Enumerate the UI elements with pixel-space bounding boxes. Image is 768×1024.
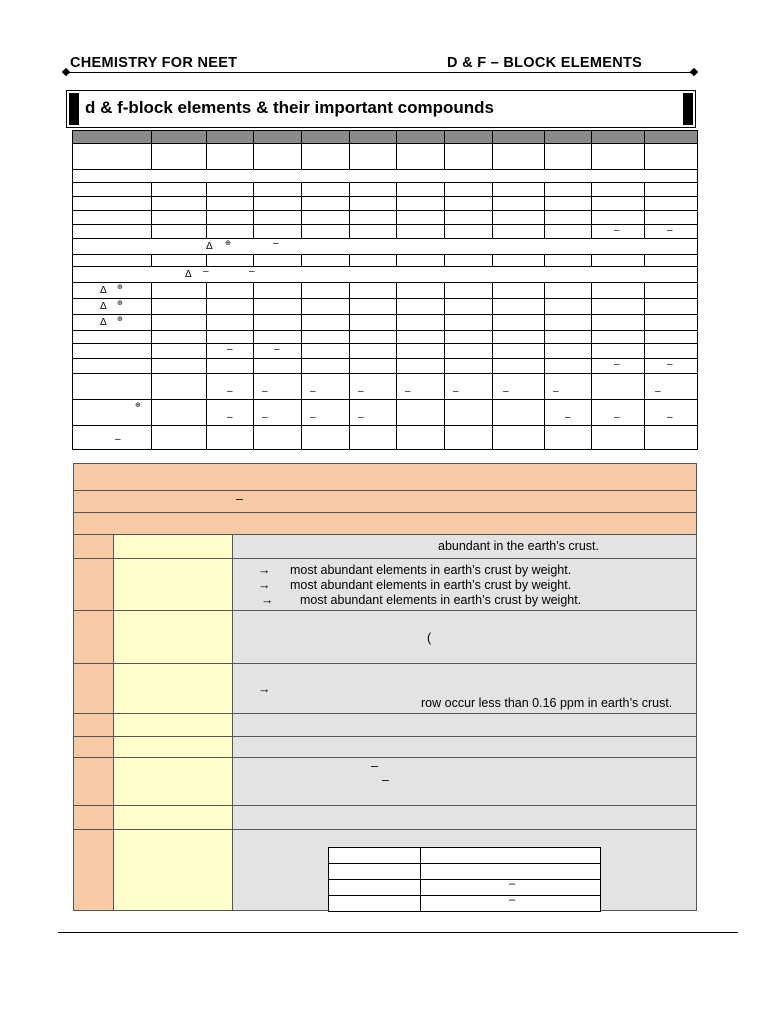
table-row: [74, 758, 697, 806]
table-row: [73, 225, 698, 239]
table-row: [73, 331, 698, 344]
dash-mark: –: [249, 266, 255, 277]
table-row: [74, 806, 697, 830]
dash-mark: –: [358, 386, 364, 397]
dash-mark: –: [667, 225, 673, 236]
dash-mark: –: [115, 434, 121, 445]
table-row: [73, 315, 698, 331]
row-text: abundant in the earth’s crust.: [438, 539, 599, 553]
delta-symbol: Δ: [206, 241, 213, 252]
section-title: d & f-block elements & their important compounds: [85, 98, 494, 117]
table-row: [74, 737, 697, 758]
dash-mark: –: [405, 386, 411, 397]
dash-mark: –: [227, 412, 233, 423]
dash-mark: –: [273, 238, 279, 249]
table-row: [329, 896, 601, 912]
dash-mark: –: [503, 386, 509, 397]
occurrence-table: [73, 463, 697, 911]
dash-mark: –: [274, 344, 280, 355]
dash-mark: –: [310, 386, 316, 397]
table-row: [73, 144, 698, 170]
delta-symbol: Δ: [100, 317, 107, 328]
dash-mark: –: [236, 492, 243, 506]
table-row: [73, 359, 698, 374]
arrow-symbol: →: [258, 578, 271, 592]
dash-mark: –: [565, 412, 571, 423]
table-row: [73, 170, 698, 183]
section-title-box: [66, 90, 696, 128]
table-row: [74, 491, 697, 513]
dash-mark: –: [655, 386, 661, 397]
table-row: [73, 400, 698, 426]
dash-mark: –: [614, 412, 620, 423]
dash-mark: –: [227, 344, 233, 355]
dash-mark: –: [509, 878, 516, 890]
row-text: most abundant elements in earth’s crust by weight.: [290, 578, 572, 592]
table-row: [74, 664, 697, 714]
table-row: [74, 714, 697, 737]
table-row: [74, 513, 697, 535]
plus-symbol: ⊕: [117, 316, 123, 323]
table-row: [329, 864, 601, 880]
table-row: [74, 830, 697, 911]
plus-symbol: ⊕: [117, 300, 123, 307]
dash-mark: –: [553, 386, 559, 397]
header-subject: CHEMISTRY FOR NEET: [70, 55, 238, 71]
table-row: [74, 535, 697, 559]
row-text: row occur less than 0.16 ppm in earth’s crust.: [421, 696, 673, 710]
dash-mark: –: [382, 773, 389, 787]
row-text: most abundant elements in earth’s crust by weight.: [290, 563, 572, 577]
footer-rule: [58, 932, 738, 933]
table-row: [74, 559, 697, 611]
dash-mark: –: [453, 386, 459, 397]
table-row: [74, 464, 697, 491]
table-row: [73, 255, 698, 267]
dash-mark: –: [358, 412, 364, 423]
delta-symbol: Δ: [185, 269, 192, 280]
table-row: [73, 344, 698, 359]
header-chapter: D & F – BLOCK ELEMENTS: [447, 55, 643, 71]
table-row: [73, 197, 698, 211]
arrow-symbol: →: [258, 563, 271, 577]
table-row: [73, 426, 698, 450]
table-row: [73, 374, 698, 400]
table-row: [73, 267, 698, 283]
plus-symbol: ⊕: [225, 240, 231, 247]
plus-symbol: ⊕: [117, 284, 123, 291]
dash-mark: –: [667, 412, 673, 423]
table-row: [73, 183, 698, 197]
table-row: [74, 611, 697, 664]
arrow-symbol: →: [261, 593, 274, 607]
inner-table: [328, 847, 601, 912]
delta-symbol: Δ: [100, 285, 107, 296]
dash-mark: –: [667, 359, 673, 370]
delta-symbol: Δ: [100, 301, 107, 312]
title-left-bar: [69, 93, 79, 125]
table-header-row: [73, 131, 698, 144]
row-text: (: [427, 631, 432, 645]
dash-mark: –: [371, 759, 378, 773]
plus-symbol: ⊕: [135, 402, 141, 409]
table-row: [73, 283, 698, 299]
dash-mark: –: [614, 225, 620, 236]
dash-mark: –: [262, 386, 268, 397]
dash-mark: –: [509, 894, 516, 906]
header-rule: [66, 72, 694, 73]
table-row: [329, 880, 601, 896]
dash-mark: –: [614, 359, 620, 370]
title-right-bar: [683, 93, 693, 125]
row-text: most abundant elements in earth’s crust by weight.: [300, 593, 582, 607]
table-row: [73, 239, 698, 255]
table-row: [73, 211, 698, 225]
dash-mark: –: [203, 266, 209, 277]
table-row: [329, 848, 601, 864]
dash-mark: –: [310, 412, 316, 423]
arrow-symbol: →: [258, 682, 271, 696]
table-row: [73, 299, 698, 315]
dash-mark: –: [227, 386, 233, 397]
properties-table: [72, 130, 698, 450]
dash-mark: –: [262, 412, 268, 423]
